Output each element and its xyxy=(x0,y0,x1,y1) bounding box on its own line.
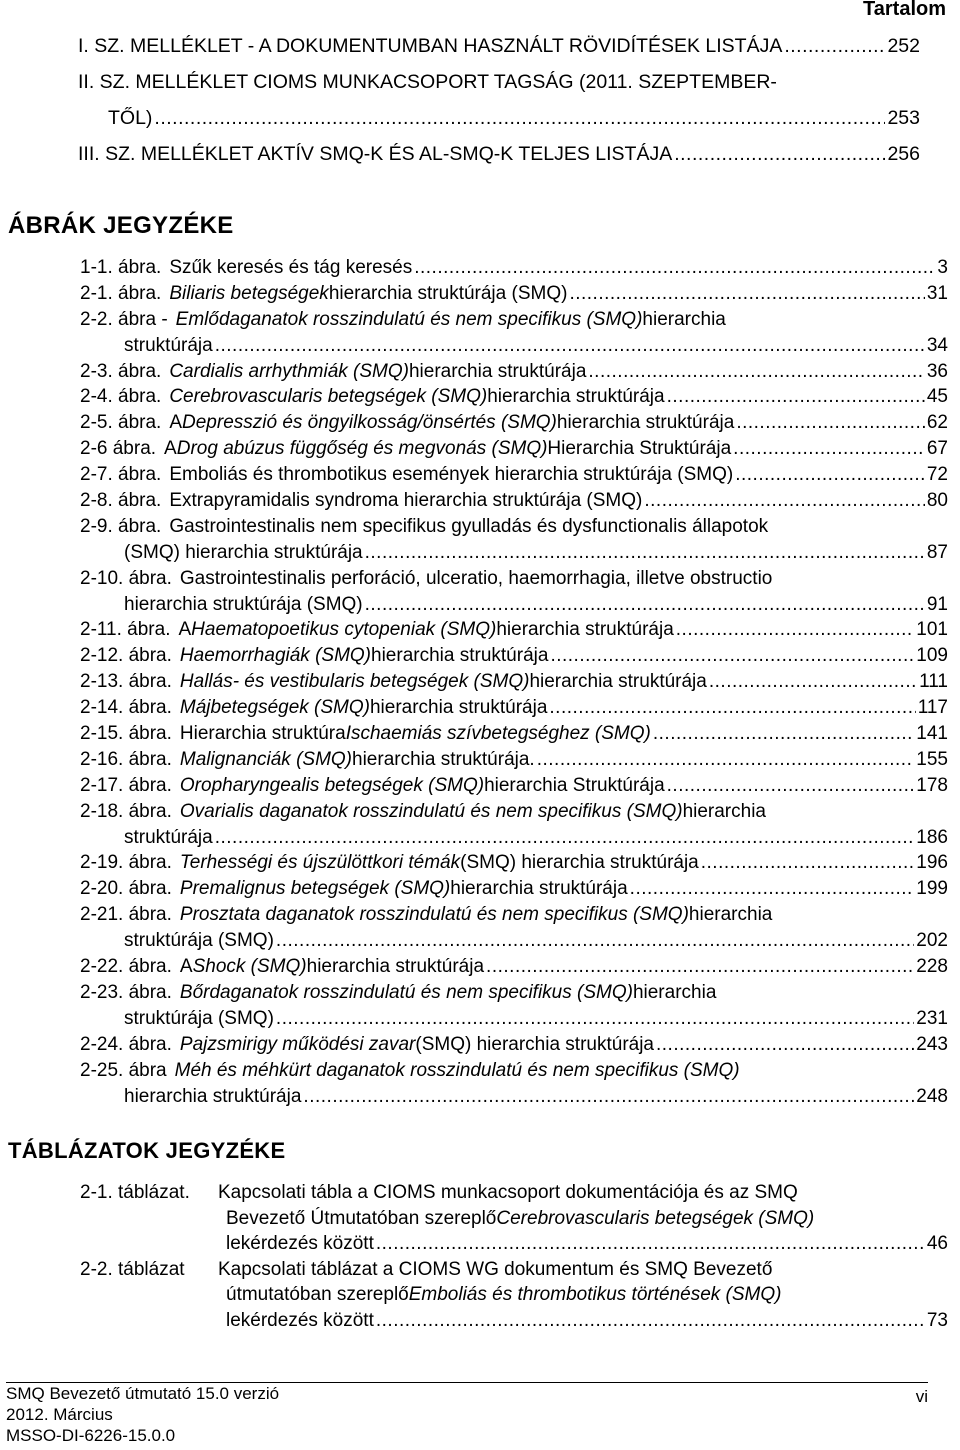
figure-entry[interactable] xyxy=(0,1032,960,1058)
figure-text: struktúrája xyxy=(124,334,213,356)
footer-page-number: vi xyxy=(915,1387,928,1406)
figure-number: 2-15. ábra. xyxy=(80,723,172,745)
dot-leader xyxy=(735,462,925,488)
dot-leader xyxy=(537,747,915,773)
page-footer xyxy=(6,1382,928,1446)
figure-entry[interactable] xyxy=(0,436,960,462)
dot-leader xyxy=(215,333,925,359)
annex-entry[interactable] xyxy=(0,64,960,136)
figure-page-number: 36 xyxy=(926,360,948,382)
figure-number: 2-23. ábra. xyxy=(80,981,172,1003)
figure-text-italic: Ischaemiás szívbetegséghez (SMQ) xyxy=(345,723,651,745)
figure-text: Extrapyramidalis syndroma hierarchia struktúrája (SMQ) xyxy=(169,490,643,512)
figure-line xyxy=(80,255,948,281)
figure-entry[interactable] xyxy=(0,359,960,385)
figure-entry[interactable] xyxy=(0,850,960,876)
figure-line xyxy=(80,1032,948,1058)
figure-text: Gastrointestinalis nem specifikus gyulladás és dysfunctionalis állapotok xyxy=(169,515,769,537)
figure-entry[interactable] xyxy=(0,643,960,669)
figure-text: struktúrája xyxy=(124,826,213,848)
figure-text-rest: hierarchia struktúrája xyxy=(369,697,548,719)
figure-text: Hallás- és vestibularis betegségek (SMQ) xyxy=(179,671,530,693)
figure-text-rest: hierarchia struktúrája xyxy=(450,878,628,900)
figure-entry[interactable] xyxy=(0,747,960,773)
dot-leader xyxy=(365,592,925,618)
figure-text-rest: hierarchia struktúrája xyxy=(306,956,485,978)
figure-page-number: 186 xyxy=(916,826,948,848)
figure-line xyxy=(80,850,948,876)
figure-number: 2-25. ábra xyxy=(80,1059,167,1081)
dot-leader xyxy=(376,1308,925,1334)
figure-text-rest: (SMQ) hierarchia struktúrája xyxy=(415,1033,654,1055)
table-entry[interactable] xyxy=(0,1257,960,1334)
figure-number: 2-24. ábra. xyxy=(80,1033,172,1055)
annex-text: I. SZ. MELLÉKLET - A DOKUMENTUMBAN HASZNÁLT RÖVIDÍTÉSEK LISTÁJA xyxy=(78,35,783,57)
table-page-number: 73 xyxy=(926,1309,948,1331)
annex-text: TŐL) xyxy=(108,107,153,129)
figure-line xyxy=(80,281,948,307)
figure-page-number: 202 xyxy=(916,930,948,952)
figure-number: 2-20. ábra. xyxy=(80,878,172,900)
figure-page-number: 109 xyxy=(916,645,948,667)
table-line xyxy=(80,1282,948,1308)
figure-text: Emboliás és thrombotikus események hierarchia struktúrája (SMQ) xyxy=(169,464,734,486)
figure-page-number: 243 xyxy=(916,1033,948,1055)
figure-text: A xyxy=(169,412,183,434)
figure-text-italic: Depresszió és öngyilkosság/önsértés (SMQ) xyxy=(182,412,557,434)
figure-page-number: 141 xyxy=(916,723,948,745)
table-list xyxy=(0,1180,960,1333)
figure-number: 2-9. ábra. xyxy=(80,515,162,537)
dot-leader xyxy=(784,28,885,64)
figure-entry[interactable] xyxy=(0,669,960,695)
page-header-title: Tartalom xyxy=(863,0,946,20)
figure-text: A xyxy=(179,956,193,978)
dot-leader xyxy=(644,488,924,514)
dot-leader xyxy=(276,1006,914,1032)
figure-text: Méh és méhkürt daganatok rosszindulatú és nem specifikus (SMQ) xyxy=(174,1059,740,1081)
dot-leader xyxy=(653,721,914,747)
figure-text: Gastrointestinalis perforáció, ulceratio, haemorrhagia, illetve obstructio xyxy=(179,567,773,589)
table-text: Bevezető Útmutatóban szereplő xyxy=(226,1207,497,1229)
figure-line xyxy=(80,592,948,618)
footer-date: 2012. Március xyxy=(6,1405,113,1424)
figure-entry[interactable] xyxy=(0,384,960,410)
figure-line xyxy=(80,436,948,462)
annex-line xyxy=(78,28,920,64)
figure-page-number: 3 xyxy=(937,257,948,278)
tables-heading: TÁBLÁZATOK JEGYZÉKE xyxy=(8,1138,286,1163)
figure-entry[interactable] xyxy=(0,799,960,851)
figure-text: Pajzsmirigy működési zavar xyxy=(179,1033,416,1055)
figure-text: Hierarchia struktúra xyxy=(179,723,346,745)
figure-line xyxy=(80,359,948,385)
figure-number: 2-21. ábra. xyxy=(80,904,172,926)
figure-list xyxy=(0,255,960,1109)
figure-page-number: 67 xyxy=(926,438,948,460)
dot-leader xyxy=(303,1084,914,1110)
figure-entry[interactable] xyxy=(0,617,960,643)
figure-page-number: 117 xyxy=(917,697,948,719)
annex-entry[interactable] xyxy=(0,28,960,64)
figure-line xyxy=(80,669,948,695)
figure-page-number: 34 xyxy=(926,334,948,356)
figure-text-rest: hierarchia struktúrája xyxy=(408,360,587,382)
figure-entry[interactable] xyxy=(0,876,960,902)
figure-text-rest: hierarchia xyxy=(682,800,766,822)
figure-page-number: 62 xyxy=(926,412,948,434)
table-text: Kapcsolati táblázat a CIOMS WG dokumentum és SMQ Bevezető xyxy=(218,1258,773,1280)
figure-text-rest: (SMQ) hierarchia struktúrája xyxy=(460,852,699,874)
table-text-italic: Cerebrovascularis betegségek (SMQ) xyxy=(496,1207,815,1229)
dot-leader xyxy=(676,617,915,643)
figure-line xyxy=(80,566,948,592)
table-number: 2-1. táblázat. xyxy=(80,1182,190,1203)
dot-leader xyxy=(550,643,914,669)
figure-line xyxy=(80,384,948,410)
figure-entry[interactable] xyxy=(0,695,960,721)
figure-entry[interactable] xyxy=(0,773,960,799)
figure-line xyxy=(80,928,948,954)
figure-page-number: 91 xyxy=(926,593,948,615)
figure-number: 2-6 ábra. xyxy=(80,438,157,460)
figure-line xyxy=(80,617,948,643)
figure-number: 2-18. ábra. xyxy=(80,800,172,822)
figure-line xyxy=(80,773,948,799)
figure-line xyxy=(80,333,948,359)
figure-text: Oropharyngealis betegségek (SMQ) xyxy=(179,774,485,796)
dot-leader xyxy=(588,359,924,385)
figure-line xyxy=(80,462,948,488)
figure-text-rest: hierarchia struktúrája xyxy=(556,412,735,434)
figure-entry[interactable] xyxy=(0,488,960,514)
figure-line xyxy=(80,695,948,721)
figure-text: Biliaris betegségek xyxy=(169,282,329,304)
figure-page-number: 248 xyxy=(916,1085,948,1107)
figure-line xyxy=(80,1084,948,1110)
figure-text: Bőrdaganatok rosszindulatú és nem specifikus (SMQ) xyxy=(179,981,633,1003)
figure-text: Cerebrovascularis betegségek (SMQ) xyxy=(169,386,488,408)
annex-text: III. SZ. MELLÉKLET AKTÍV SMQ-K ÉS AL-SMQ-K TELJES LISTÁJA xyxy=(78,143,673,165)
figure-number: 2-19. ábra. xyxy=(80,852,172,874)
figure-text: Cardialis arrhythmiák (SMQ) xyxy=(169,360,409,382)
figure-number: 2-14. ábra. xyxy=(80,697,172,719)
figure-number: 2-22. ábra. xyxy=(80,956,172,978)
figure-page-number: 228 xyxy=(916,956,948,978)
figure-page-number: 45 xyxy=(926,386,948,408)
figure-text: Premalignus betegségek (SMQ) xyxy=(179,878,451,900)
figure-line xyxy=(80,721,948,747)
figure-text-rest: hierarchia xyxy=(688,904,773,926)
figure-entry[interactable] xyxy=(0,255,960,281)
dot-leader xyxy=(276,928,914,954)
annex-page-number: 253 xyxy=(887,107,920,129)
figure-text: struktúrája (SMQ) xyxy=(124,930,274,952)
figure-entry[interactable] xyxy=(0,980,960,1032)
figure-text: Haemorrhagiák (SMQ) xyxy=(179,645,372,667)
figure-line xyxy=(80,643,948,669)
figure-text-rest: hierarchia struktúrája xyxy=(529,671,707,693)
figure-text-italic: Shock (SMQ) xyxy=(192,956,307,978)
dot-leader xyxy=(667,384,925,410)
figure-line xyxy=(80,980,948,1006)
figure-line xyxy=(80,540,948,566)
figure-number: 2-7. ábra. xyxy=(80,464,162,486)
figure-entry[interactable] xyxy=(0,462,960,488)
figure-text-italic: Haematopoetikus cytopeniak (SMQ) xyxy=(191,619,497,641)
figure-entry[interactable] xyxy=(0,514,960,566)
figure-line xyxy=(80,902,948,928)
figure-text: Malignanciák (SMQ) xyxy=(179,748,353,770)
figure-text: Májbetegségek (SMQ) xyxy=(179,697,370,719)
figure-text: Szűk keresés és tág keresés xyxy=(169,257,413,278)
dot-leader xyxy=(549,695,915,721)
dot-leader xyxy=(733,436,925,462)
dot-leader xyxy=(656,1032,914,1058)
figure-number: 2-5. ábra. xyxy=(80,412,162,434)
figure-text: Ovarialis daganatok rosszindulatú és nem specifikus (SMQ) xyxy=(179,800,683,822)
figure-line xyxy=(80,488,948,514)
figure-number: 2-2. ábra - xyxy=(80,308,168,330)
figure-line xyxy=(80,410,948,436)
footer-document-title: SMQ Bevezető útmutató 15.0 verzió xyxy=(6,1384,280,1403)
table-page-number: 46 xyxy=(926,1233,948,1254)
annex-page-number: 256 xyxy=(887,143,920,165)
figure-number: 2-3. ábra. xyxy=(80,360,162,382)
dot-leader xyxy=(365,540,925,566)
dot-leader xyxy=(486,954,914,980)
dot-leader xyxy=(701,850,915,876)
figure-line xyxy=(80,825,948,851)
figure-text: Terhességi és újszülöttkori témák xyxy=(179,852,461,874)
table-line xyxy=(80,1257,948,1283)
figure-line xyxy=(80,799,948,825)
table-text-italic: Emboliás és thrombotikus történések (SMQ) xyxy=(408,1284,782,1305)
figure-text-italic: Drog abúzus függőség és megvonás (SMQ) xyxy=(176,438,548,460)
figure-page-number: 231 xyxy=(916,1007,948,1029)
figure-number: 2-4. ábra. xyxy=(80,386,162,408)
figure-text-rest: hierarchia xyxy=(642,308,726,330)
table-text: lekérdezés között xyxy=(226,1309,374,1331)
figure-text-rest: hierarchia struktúrája xyxy=(496,619,674,641)
figure-line xyxy=(80,1006,948,1032)
annex-list xyxy=(0,28,960,172)
table-line xyxy=(80,1180,948,1206)
figure-page-number: 72 xyxy=(926,464,948,486)
figure-page-number: 196 xyxy=(916,852,948,874)
dot-leader xyxy=(569,281,924,307)
figure-text: hierarchia struktúrája xyxy=(124,1085,302,1107)
dot-leader xyxy=(154,100,885,136)
table-text: lekérdezés között xyxy=(226,1233,374,1254)
figure-text-rest: hierarchia struktúrája (SMQ) xyxy=(328,282,568,304)
figure-text: A xyxy=(178,619,192,641)
figure-page-number: 31 xyxy=(926,282,948,304)
annex-line xyxy=(78,64,920,100)
figure-page-number: 80 xyxy=(926,490,948,512)
figure-page-number: 101 xyxy=(916,619,948,641)
figure-text-rest: hierarchia struktúrája xyxy=(487,386,665,408)
figure-line xyxy=(80,514,948,540)
annex-text: II. SZ. MELLÉKLET CIOMS MUNKACSOPORT TAGSÁG (2011. SZEPTEMBER- xyxy=(78,71,777,93)
dot-leader xyxy=(630,876,915,902)
figure-entry[interactable] xyxy=(0,281,960,307)
dot-leader xyxy=(709,669,917,695)
figure-text: hierarchia struktúrája (SMQ) xyxy=(124,593,363,615)
table-line xyxy=(80,1231,948,1257)
figure-line xyxy=(80,747,948,773)
figure-number: 2-11. ábra. xyxy=(80,619,171,641)
figure-text-rest: hierarchia Struktúrája xyxy=(484,774,665,796)
figure-line xyxy=(80,876,948,902)
figure-entry[interactable] xyxy=(0,566,960,618)
figure-entry[interactable] xyxy=(0,721,960,747)
figure-number: 2-1. ábra. xyxy=(80,282,162,304)
annex-entry[interactable] xyxy=(0,136,960,172)
figure-entry[interactable] xyxy=(0,954,960,980)
figure-text-rest: hierarchia struktúrája xyxy=(371,645,549,667)
figure-entry[interactable] xyxy=(0,902,960,954)
figure-text-rest: Hierarchia Struktúrája xyxy=(547,438,732,460)
figure-number: 2-16. ábra. xyxy=(80,748,172,770)
table-entry[interactable] xyxy=(0,1180,960,1257)
figures-heading: ÁBRÁK JEGYZÉKE xyxy=(8,212,234,239)
figure-line xyxy=(80,1058,948,1084)
figure-text: Emlődaganatok rosszindulatú és nem specifikus (SMQ) xyxy=(175,308,643,330)
figure-number: 2-13. ábra. xyxy=(80,671,172,693)
figure-text: struktúrája (SMQ) xyxy=(124,1007,274,1029)
table-text: Kapcsolati tábla a CIOMS munkacsoport dokumentációja és az SMQ xyxy=(218,1182,798,1203)
figure-line xyxy=(80,954,948,980)
dot-leader xyxy=(376,1231,925,1257)
dot-leader xyxy=(215,825,915,851)
figure-number: 2-12. ábra. xyxy=(80,645,172,667)
figure-text: (SMQ) hierarchia struktúrája xyxy=(124,541,363,563)
figure-page-number: 111 xyxy=(919,671,948,693)
figure-number: 2-10. ábra. xyxy=(80,567,172,589)
figure-page-number: 155 xyxy=(916,748,948,770)
figure-text: Prosztata daganatok rosszindulatú és nem specifikus (SMQ) xyxy=(179,904,689,926)
figure-page-number: 199 xyxy=(916,878,948,900)
figure-text: A xyxy=(164,438,177,460)
table-line xyxy=(80,1206,948,1232)
figure-number: 1-1. ábra. xyxy=(80,257,162,278)
figure-line xyxy=(80,307,948,333)
table-text: útmutatóban szereplő xyxy=(226,1284,409,1305)
annex-line xyxy=(78,136,920,172)
footer-doc-id: MSSO-DI-6226-15.0.0 xyxy=(6,1426,176,1445)
annex-page-number: 252 xyxy=(887,35,920,57)
annex-line xyxy=(78,100,920,136)
figure-entry[interactable] xyxy=(0,410,960,436)
figure-entry[interactable] xyxy=(0,307,960,359)
figure-number: 2-17. ábra. xyxy=(80,774,172,796)
dot-leader xyxy=(674,136,885,172)
table-line xyxy=(80,1308,948,1334)
figure-text-rest: hierarchia struktúrája. xyxy=(352,748,535,770)
dot-leader xyxy=(667,773,915,799)
figure-page-number: 87 xyxy=(926,541,948,563)
figure-number: 2-8. ábra. xyxy=(80,490,162,512)
dot-leader xyxy=(736,410,925,436)
figure-page-number: 178 xyxy=(916,774,948,796)
figure-entry[interactable] xyxy=(0,1058,960,1110)
figure-text-rest: hierarchia xyxy=(632,981,717,1003)
table-number: 2-2. táblázat xyxy=(80,1258,185,1280)
dot-leader xyxy=(414,255,935,281)
